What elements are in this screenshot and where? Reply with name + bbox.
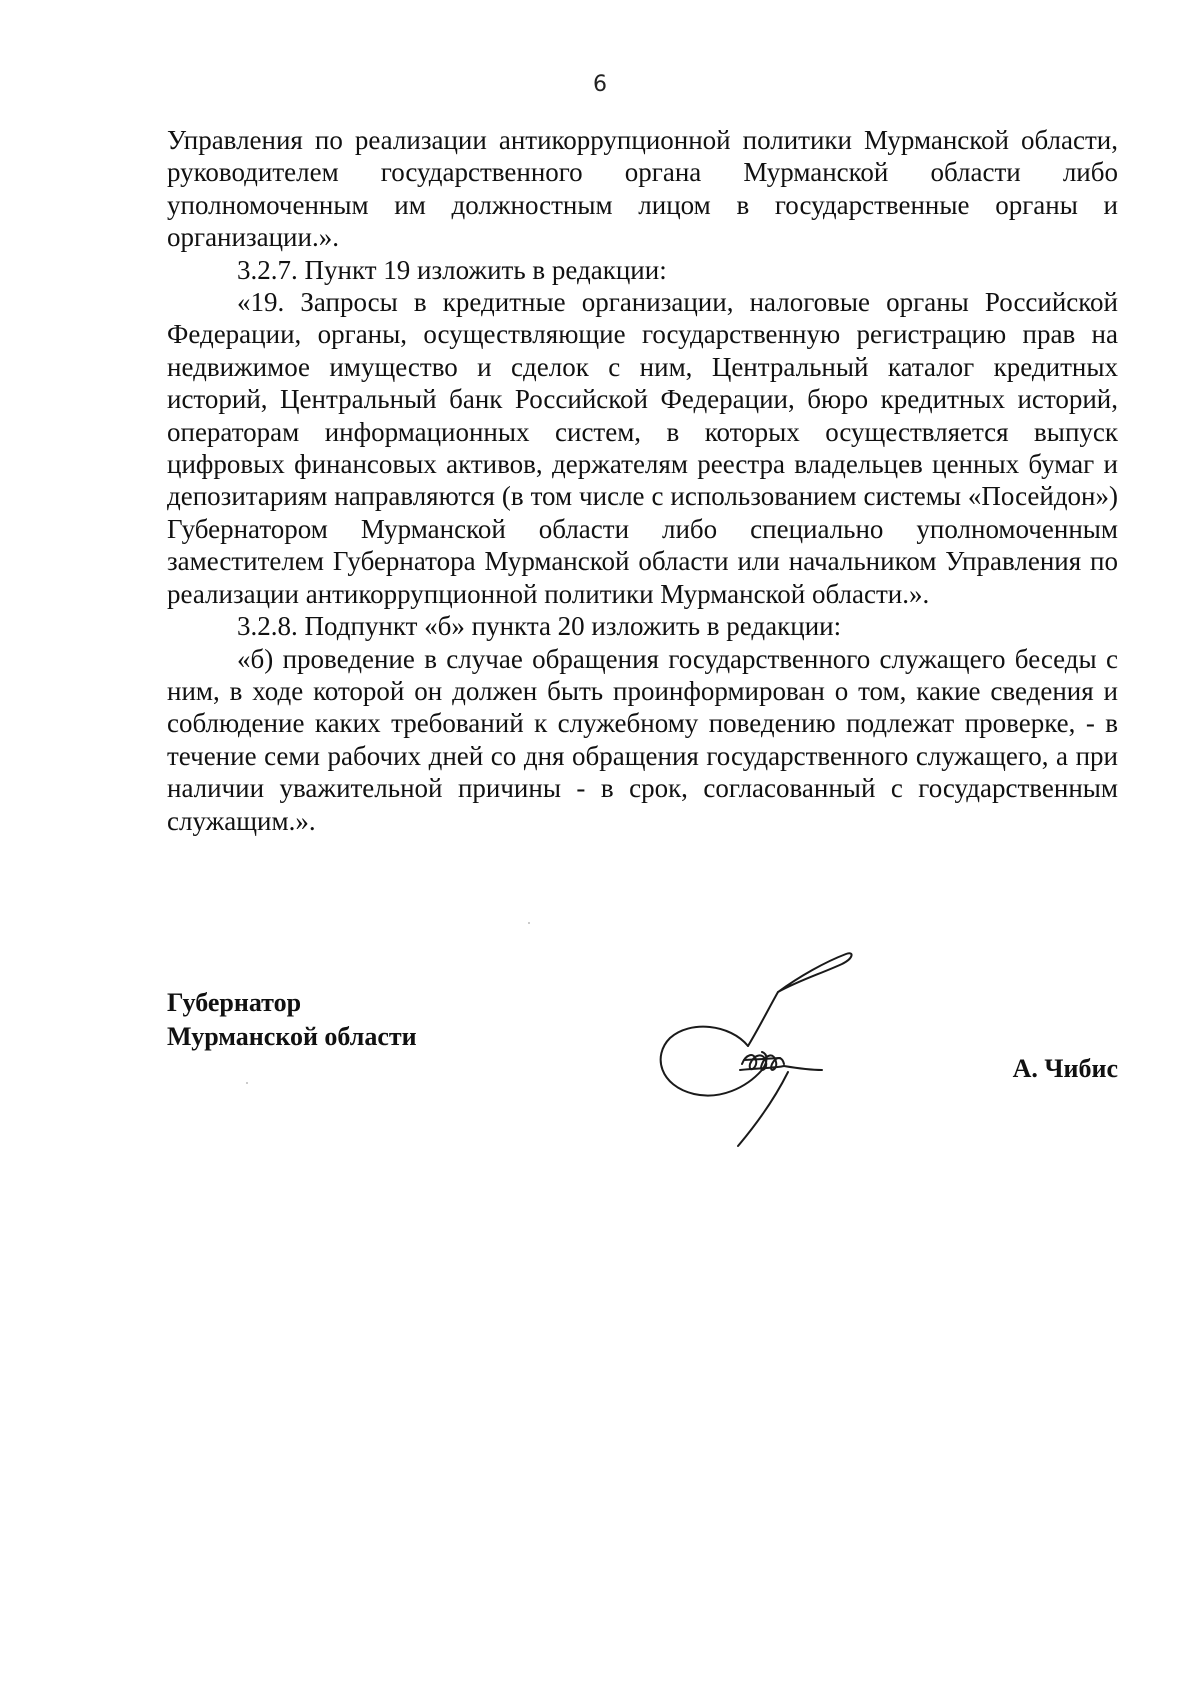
signer-name: А. Чибис bbox=[1012, 1054, 1118, 1083]
signatory-position bbox=[167, 986, 417, 1054]
handwritten-signature-icon bbox=[650, 940, 910, 1160]
paragraph-item-3-2-8: 3.2.8. Подпункт «б» пункта 20 изложить в редакции: bbox=[237, 611, 842, 642]
paragraph-item-3-2-7: 3.2.7. Пункт 19 изложить в редакции: bbox=[237, 254, 667, 285]
page-number: 6 bbox=[593, 72, 607, 97]
scan-speck bbox=[246, 1082, 248, 1084]
scan-speck bbox=[528, 922, 530, 924]
paragraph-clause-19: «19. Запросы в кредитные организации, налоговые органы Российской Федерации, органы, осуществляющие государственную регистрацию прав на недвижимое имущество и сделок с ним, Центральный каталог кредитных историй, Центральный банк Российской Федерации, бюро кредитных историй, операторам информационных систем, в которых осуществляется выпуск цифровых финансовых активов, держателям реестра владельцев ценных бумаг и депозитариям направляются (в том числе с использованием системы «Посейдон») Губернатором Мурманской области либо специально уполномоченным заместителем Губернатора Мурманской области или начальником Управления по реализации антикоррупционной политики Мурманской области.». bbox=[167, 287, 1118, 609]
position-line-1: Губернатор bbox=[167, 988, 302, 1017]
position-line-2: Мурманской области bbox=[167, 1022, 417, 1051]
paragraph-subclause-b: «б) проведение в случае обращения государственного служащего беседы с ним, в ходе которой он должен быть проинформирован о том, какие сведения и соблюдение каких требований к служебному поведению подлежат проверке, - в течение семи рабочих дней со дня обращения государственного служащего, а при наличии уважительной причины - в срок, согласованный с государственным служащим.». bbox=[167, 643, 1118, 836]
paragraph-continuation: Управления по реализации антикоррупционной политики Мурманской области, руководителем государственного органа Мурманской области либо уполномоченным им должностным лицом в государственные органы и организации.». bbox=[167, 125, 1118, 253]
document-body bbox=[167, 124, 1118, 837]
